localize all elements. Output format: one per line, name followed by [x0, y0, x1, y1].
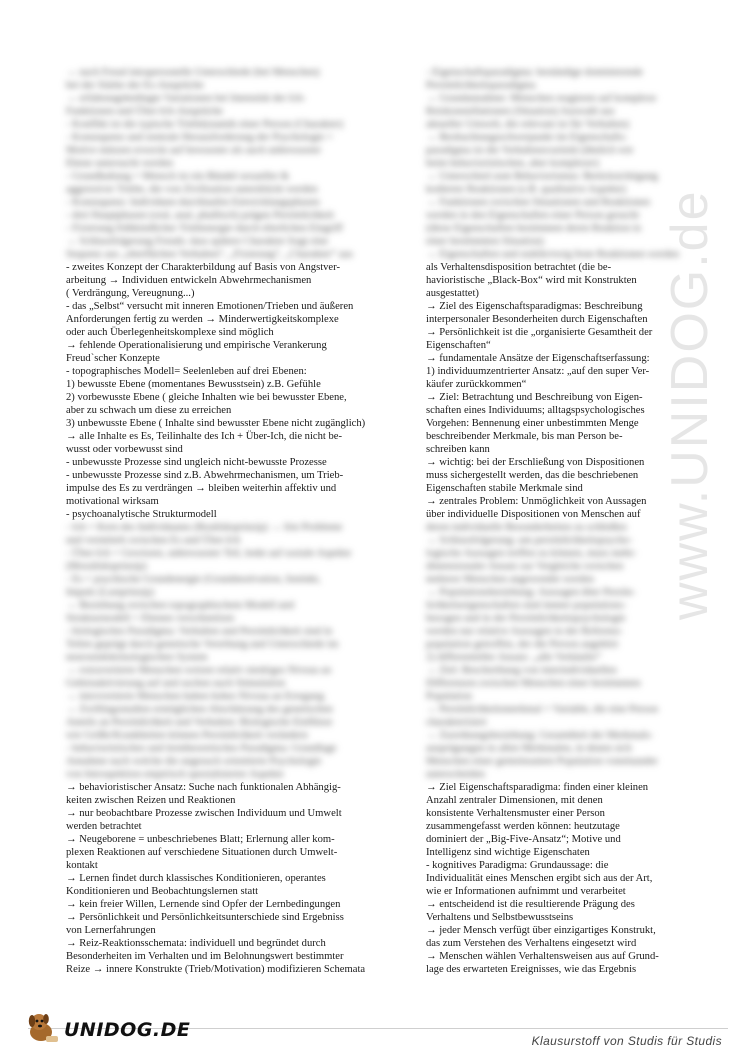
text-line: → Unterschied zum Behaviorismus: Berücksichtigung — [426, 171, 658, 182]
text-line: plexen Reaktionen auf verschiedene Situationen durch Umwelt- — [66, 847, 338, 858]
text-line: - Konsequenz und zentrale Herausforderung der Psychologie = — [66, 132, 333, 143]
text-line: → Beobachtungsschwerpunkt im Eigenschafts- — [426, 132, 628, 143]
text-line: Eigenschaften stabile Merkmale sind — [426, 483, 583, 494]
text-line: Individualität eines Menschen ergibt sich aus der Art, — [426, 873, 653, 884]
text-line: Menschen einer gemeinsamen Population voneinander — [426, 756, 658, 767]
watermark: www.UNIDOG.de — [661, 189, 719, 620]
text-line: Besonderheiten im Verhalten und im Belohnungswert bestimmter — [66, 951, 344, 962]
text-line: motivational wirksam — [66, 496, 159, 507]
text-line: - unbewusste Prozesse sind z.B. Abwehrmechanismen, um Trieb- — [66, 470, 344, 481]
text-line: von Introspektion empirisch spezialisierter Aspekte — [66, 769, 284, 780]
left-visible-block-2 — [66, 781, 406, 976]
text-line: population getroffen, der die Person angehört — [426, 639, 619, 650]
text-line: → Grundannahme: Menschen reagieren auf komplexe — [426, 93, 657, 104]
text-line: - Fixierung frühkindlicher Triebenergie durch elterlichen Eingriff — [66, 223, 343, 234]
text-line: → zentrales Problem: Unmöglichkeit von Aussagen — [426, 496, 647, 507]
text-line: → Ziel: Betrachtung und Beschreibung von Eigen- — [426, 392, 643, 403]
text-line: → behavioristischer Ansatz: Suche nach funktionalen Abhängig- — [66, 782, 341, 793]
text-line: schreiben kann — [426, 444, 490, 455]
text-line: arbeitung → Individuen entwickeln Abwehrmechanismen — [66, 275, 312, 286]
text-line: → Reiz-Reaktionsschemata: individuell und begründet durch — [66, 938, 326, 949]
text-line: 1) individuumzentrierter Ansatz: „auf den super Ver- — [426, 366, 650, 377]
text-line: Gehirnaktivierung auf und suchen nach Stimulation — [66, 678, 286, 689]
text-line: paradigma ist die Verhaltensvarietät (ähnlich wie — [426, 145, 634, 156]
text-line: Freud`scher Konzepte — [66, 353, 160, 364]
text-line: muss sichergestellt werden, das die beschriebenen — [426, 470, 639, 481]
text-line: → Zwillingsstudien ermöglichen Abschätzung des genetischen — [66, 704, 333, 715]
text-line: Ebene untersucht werden — [66, 158, 174, 169]
text-line: werden betrachtet — [66, 821, 142, 832]
text-line: werden nur relative Aussagen in der Referenz- — [426, 626, 624, 637]
text-line: deren individuelle Besonderheiten zu schließen — [426, 522, 627, 533]
text-line: Vorgehen: Bennenung einer unbestimmten Menge — [426, 418, 639, 429]
text-line: Differenzen zwischen Menschen einer bestimmten — [426, 678, 641, 689]
text-line: - Eigenschaftsparadigma: beständige dominierende — [426, 67, 643, 78]
text-line: - psychoanalytische Strukturmodell — [66, 509, 217, 520]
dog-icon — [26, 1010, 60, 1049]
text-line: - zweites Konzept der Charakterbildung auf Basis von Angstver- — [66, 262, 340, 273]
text-line: wusst oder vorbewusst sind — [66, 444, 183, 455]
text-line: → Persönlichkeit ist die „organisierte Gesamtheit der — [426, 327, 653, 338]
text-line: → Neugeborene = unbeschriebenes Blatt; Erlernung aller kom- — [66, 834, 335, 845]
text-line: Annahme nach welche die ungesuch orientierte Psychologie — [66, 756, 322, 767]
text-line: Reizkonstellationen (Situation) Auswahl aus — [426, 106, 615, 117]
left-visible-block-1 — [66, 261, 406, 521]
text-line: ( Verdrängung, Vereugnung...) — [66, 288, 195, 299]
text-line: Motive müssen erweckt auf bewusster als auch unbewusster — [66, 145, 322, 156]
text-line: wie Größe/Krankheiten können Persönlichkeit verändern — [66, 730, 308, 741]
text-line: → fundamentale Ansätze der Eigenschaftserfassung: — [426, 353, 650, 364]
text-line: havioristische „Black-Box“ wird mit Konstrukten — [426, 275, 637, 286]
text-line: 2) vorbewusste Ebene ( gleiche Inhalten wie bei bewusster Ebene, — [66, 392, 347, 403]
text-line: mehrere Menschen angewendet werden — [426, 574, 594, 585]
text-line: logische Aussagen treffen zu können, muss mehr- — [426, 548, 637, 559]
text-line: Konditionieren und Beobachtungslernen statt — [66, 886, 259, 897]
text-line: → Zuordnungsbeziehung: Gesamtheit der Merkmals- — [426, 730, 654, 741]
text-line: - Über-Ich = Gewissen, unbewusster Teil, lenkt auf soziale Aspekte — [66, 548, 352, 559]
text-line: bei der Stärke der Es-Ansprüche — [66, 80, 204, 91]
text-line: → Ziel: Beschreibung von interindividuellen — [426, 665, 617, 676]
text-line: kontakt — [66, 860, 98, 871]
text-line: 1) bewusste Ebene (momentanes Bewusstsein) z.B. Gefühle — [66, 379, 321, 390]
text-line: 2) differentieller Ansatz: „alle Verkäufer“ — [426, 652, 602, 663]
text-line: - behavioristisches und lerntheoretisches Paradigma: Grundlage — [66, 743, 337, 754]
text-line: (Moralitätsprinzip) — [66, 561, 147, 572]
text-line: Intelligenz sind wichtige Eigenschaten — [426, 847, 590, 858]
text-line: → Populationsbeziehung: Aussagen über Persön- — [426, 587, 636, 598]
text-line: Anteils an Persönlichkeit und Verhalten: Biologische Einflüsse — [66, 717, 333, 728]
text-line: über individuelle Dispositionen von Menschen auf — [426, 509, 641, 520]
text-line: (diese Eigenschaften bestimmen deren Reaktion in — [426, 223, 642, 234]
text-line: 3) unbewusste Ebene ( Inhalte sind bewusster Ebene nicht zugänglich) — [66, 418, 366, 429]
text-line: → extravertierte Menschen weisen relativ niedriges Niveau an — [66, 665, 332, 676]
right-column — [426, 66, 711, 976]
text-line: → nur beobachtbare Prozesse zwischen Individuum und Umwelt — [66, 808, 342, 819]
text-line: Funktionen und Über-Ich-Ansprüche — [66, 106, 223, 117]
text-line: - kognitives Paradigma: Grundaussage: die — [426, 860, 609, 871]
text-line: Reize → innere Konstrukte (Trieb/Motivation) modifizieren Schemata — [66, 964, 366, 975]
text-line: käufer zurückkommen“ — [426, 379, 527, 390]
text-line: → Schlussfolgerung: um persönlichkeitspsycho- — [426, 535, 633, 546]
text-line: → nach Freud intrapersonelle Unterschiede (bei Menschen) — [66, 67, 320, 78]
text-line: → Persönlichkeitsmerkmal = Variable, die eine Person — [426, 704, 659, 715]
text-line: Population — [426, 691, 472, 702]
left-blurred-mid — [66, 521, 406, 781]
text-line: → Eigenschaften und stabile/ewig feste Reaktionen werden — [426, 249, 679, 260]
text-line: → Schlussfolgerung Freuds: dass spätere Charakter fragt eine — [66, 236, 329, 247]
right-blurred-top — [426, 66, 711, 261]
text-line: Teilen geprägt durch genetische Vererbung und Unterschiede im — [66, 639, 339, 650]
text-line: bezogen und in der Persönlichkeitspsychologie — [426, 613, 626, 624]
text-line: → introvertierte Menschen haben hohes Niveau an Erregung — [66, 691, 324, 702]
text-line: Strukturmodell = Ebenen verschmelzen — [66, 613, 235, 624]
text-line: einer bestimmten Situation) — [426, 236, 544, 247]
text-line: → Funktionen zwischen Situationen und Reaktionen — [426, 197, 650, 208]
text-line: → kein freier Willen, Lernende sind Opfer der Lernbedingungen — [66, 899, 341, 910]
text-line: - Konsequenz: Individuen durchlaufen Entwicklungsphasen — [66, 197, 320, 208]
text-line: Persönlichkeitsparadigma — [426, 80, 536, 91]
text-line: zusammengefasst werden können: heutzutage — [426, 821, 620, 832]
text-line: - biologisches Paradigma: Verhalten und Persönlichkeit sind in — [66, 626, 333, 637]
text-line: aber zu schwach um diese zu erreichen — [66, 405, 232, 416]
text-line: ausprägungen in allen Merkmalen, in denen sich — [426, 743, 632, 754]
text-line: werden in den Eigenschaften einer Person gesucht — [426, 210, 639, 221]
text-line: dominiert der „Big-Five-Ansatz“; Motive und — [426, 834, 621, 845]
left-blurred-top — [66, 66, 406, 261]
text-line: oder auch Überlegenheitskomplexe sind möglich — [66, 327, 274, 338]
text-line: - das „Selbst“ versucht mit inneren Emotionen/Trieben und äußeren — [66, 301, 354, 312]
text-line: → entscheidend ist die resultierende Prägung des — [426, 899, 635, 910]
text-line: → wichtig: bei der Erschließung von Dispositionen — [426, 457, 645, 468]
text-line: neuroendokrinologischen System — [66, 652, 208, 663]
text-line: dimensionaler Ansatz zur Vergleiche zwischen — [426, 561, 624, 572]
text-line: - Ich = Kern des Individuums (Realitätsprinzip) → löst Probleme — [66, 522, 343, 533]
text-line: Anzahl zentraler Dimensionen, mit denen — [426, 795, 603, 806]
text-line: konsistente Verhaltensmuster einer Person — [426, 808, 605, 819]
text-line: Verhaltens und Selbstbewusstseins — [426, 912, 574, 923]
text-line: und vermittelt zwischen Es und Über-Ich — [66, 535, 241, 546]
footer-tagline: Klausurstoff von Studis für Studis — [531, 1034, 722, 1048]
text-line: → Ziel des Eigenschaftsparadigmas: Beschreibung — [426, 301, 643, 312]
text-line: charakterisiert — [426, 717, 487, 728]
text-line: Eigenschaften“ — [426, 340, 491, 351]
text-line: von Lernerfahrungen — [66, 925, 156, 936]
text-line: unterscheiden — [426, 769, 485, 780]
text-line: → Persönlichkeit und Persönlichkeitsunterschiede sind Ergebniss — [66, 912, 344, 923]
text-line: → Menschen wählen Verhaltensweisen aus auf Grund- — [426, 951, 659, 962]
text-line: aktueller Umwelt, die relevant ist für Verhalten) — [426, 119, 630, 130]
text-line: → fehlende Operationalisierung und empirische Verankerung — [66, 340, 327, 351]
text-line: → jeder Mensch verfügt über einzigartiges Konstrukt, — [426, 925, 656, 936]
text-line: aggressiver Triebe, die von Zivilisation unterdrückt werden — [66, 184, 318, 195]
text-line: wie er Informationen aufnimmt und verarbeitet — [426, 886, 626, 897]
text-line: keiten zwischen Reizen und Reaktionen — [66, 795, 236, 806]
text-line: - Es = psychische Grundenergie (Grundmotivation, Instinkt, — [66, 574, 321, 585]
text-line: beschreibender Merkmale, bis man Person be- — [426, 431, 623, 442]
text-line: Impuls (Lustprinzip) — [66, 587, 154, 598]
text-line: schaften eines Individuums; alltagspsychologisches — [426, 405, 645, 416]
text-line: → erfahrungsbedingte Variationen bei Intensität der Ich- — [66, 93, 306, 104]
text-line: kodierter Reaktionen (z.B. qualitative Aspekte) — [426, 184, 627, 195]
text-line: → Beziehung zwischen topographischem Modell und — [66, 600, 295, 611]
text-line: - topographisches Modell= Seelenleben auf drei Ebenen: — [66, 366, 307, 377]
text-line: das zum Verstehen des Verhaltens eingesetzt wird — [426, 938, 637, 949]
text-line: impulse des Es zu verdrängen → bleiben weiterhin affektiv und — [66, 483, 337, 494]
text-line: Anforderungen fertig zu werden → Minderwertigkeitskomplexe — [66, 314, 339, 325]
text-line: beim behavioristischen, aber komplexer) — [426, 158, 599, 169]
right-visible-block-2 — [426, 781, 711, 976]
brand-name: UNIDOG.DE — [64, 1018, 191, 1041]
right-blurred-mid — [426, 521, 711, 781]
text-line: interpersonaler Besonderheiten durch Eigenschaften — [426, 314, 648, 325]
text-line: → alle Inhalte es Es, Teilinhalte des Ich + Über-Ich, die nicht be- — [66, 431, 343, 442]
text-line: als Verhaltensdisposition betrachtet (die be- — [426, 262, 612, 273]
text-line: → Ziel Eigenschaftsparadigma: finden einer kleinen — [426, 782, 649, 793]
text-line: Sequenz aus „oberflächen Verhalten“, „Fixierung“, „Charakter“ aus — [66, 249, 353, 260]
text-line: - Grundhaltung = Mensch ist ein Bündel sexueller & — [66, 171, 290, 182]
text-line: - Konflikt ist die typische Triebdynamik einer Person (Charakter) — [66, 119, 344, 130]
text-line: - unbewusste Prozesse sind ungleich nicht-bewusste Prozesse — [66, 457, 327, 468]
text-line: lichkeitseigenschaften sind immer populations- — [426, 600, 627, 611]
brand-logo[interactable] — [26, 1010, 190, 1049]
text-line: lage des erwarteten Ereignisses, wie das Ergebnis — [426, 964, 637, 975]
text-line: - drei Hauptphasen (oral, anal, phallisch) prägen Persönlichkeit — [66, 210, 334, 221]
text-line: ausgestattet) — [426, 288, 479, 299]
right-visible-block-1 — [426, 261, 711, 521]
left-column — [66, 66, 406, 976]
text-line: → Lernen findet durch klassisches Konditionieren, operantes — [66, 873, 326, 884]
